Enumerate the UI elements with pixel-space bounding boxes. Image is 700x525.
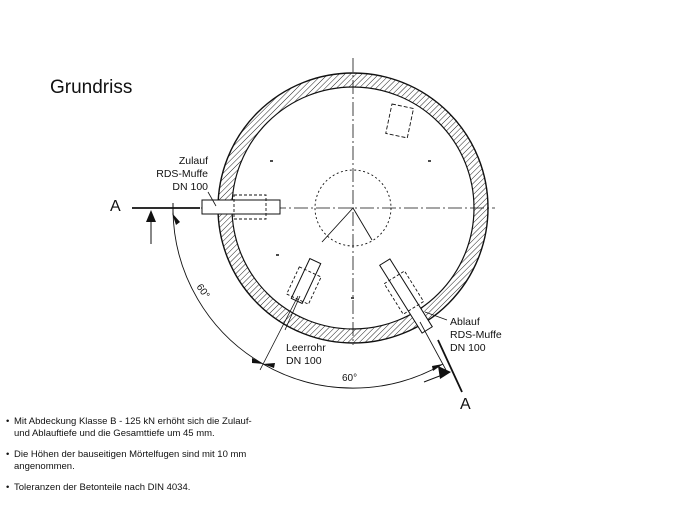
outlet-label: [450, 316, 502, 355]
section-label-left: A: [110, 198, 121, 215]
angle-label-bottom: 60°: [342, 373, 358, 384]
section-arrowhead-left: [146, 210, 156, 222]
inlet-label-line-2: RDS-Muffe: [156, 168, 208, 180]
outlet-label-line-1: Ablauf: [450, 316, 480, 328]
empty-pipe-label-line-2: DN 100: [286, 355, 322, 367]
inlet-label: [140, 155, 208, 194]
outlet-label-line-2: RDS-Muffe: [450, 329, 502, 341]
inlet-label-line-3: DN 100: [172, 181, 208, 193]
page-title: Grundriss: [50, 77, 133, 98]
section-label-right: A: [460, 396, 471, 413]
empty-pipe-label: [286, 342, 326, 368]
note-item: • Mit Abdeckung Klasse B - 125 kN erhöht sich die Zulauf- und Ablauftiefe und die Gesamttiefe um 45 mm.: [6, 416, 266, 440]
note-item: • Toleranzen der Betonteile nach DIN 4034.: [6, 482, 266, 494]
angle-label-left: 60°: [193, 282, 212, 301]
notes-list: [6, 416, 266, 503]
empty-pipe-label-line-1: Leerrohr: [286, 342, 326, 354]
note-item: • Die Höhen der bauseitigen Mörtelfugen sind mit 10 mm angenommen.: [6, 449, 266, 473]
outlet-label-line-3: DN 100: [450, 342, 486, 354]
inlet-label-line-1: Zulauf: [178, 155, 208, 167]
